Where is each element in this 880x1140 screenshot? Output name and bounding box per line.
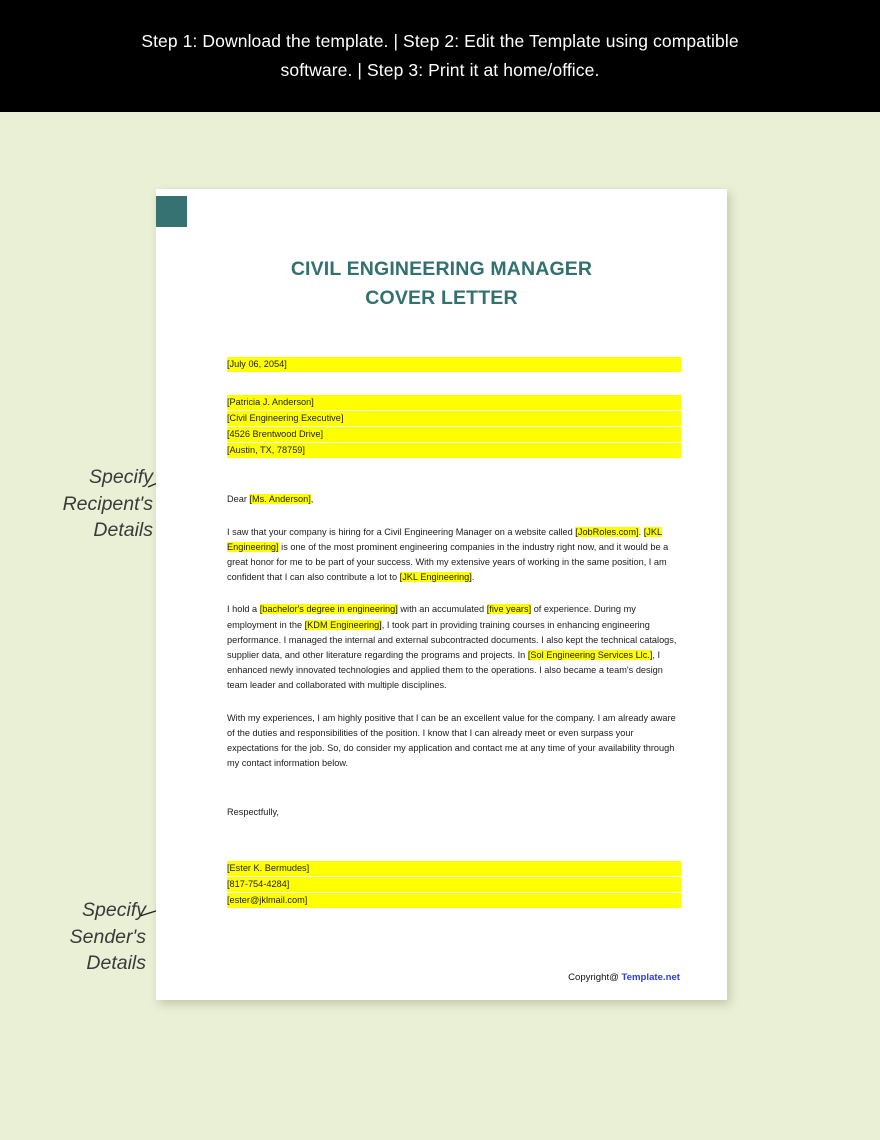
instruction-banner — [0, 0, 880, 112]
paragraph-2-text-b: with an accumulated — [397, 604, 487, 615]
letter-paragraph-1 — [227, 525, 681, 586]
letter-date: [July 06, 2054] — [227, 357, 681, 372]
paragraph-2-highlight-employer-1: [KDM Engineering] — [304, 619, 382, 630]
paragraph-1-highlight-company-2: [JKL Engineering] — [399, 572, 472, 583]
paragraph-2-highlight-experience: [five years] — [486, 604, 532, 615]
salutation-suffix: , — [310, 494, 314, 505]
recipient-name: [Patricia J. Anderson] — [227, 395, 681, 410]
letter-closing: Respectfully, — [227, 807, 279, 818]
salutation-recipient-name: [Ms. Anderson] — [249, 494, 311, 505]
page-footer — [156, 972, 727, 983]
sender-phone: [817-754-4284] — [227, 877, 681, 892]
spacer — [227, 372, 681, 395]
sender-name: [Ester K. Bermudes] — [227, 861, 681, 876]
paragraph-2-highlight-employer-2: [Sol Engineering Services Llc.] — [527, 650, 653, 661]
document-title-line-1: CIVIL ENGINEERING MANAGER — [290, 258, 593, 280]
recipient-city-state-zip: [Austin, TX, 78759] — [227, 443, 681, 458]
spacer — [227, 821, 681, 844]
template-net-link[interactable]: Template.net — [621, 972, 680, 983]
instruction-banner-text: Step 1: Download the template. | Step 2: Edit the Template using compatible software. | Step 3: Print it at home/office. — [141, 31, 739, 80]
spacer — [227, 585, 681, 602]
document-title-line-2: COVER LETTER — [365, 287, 518, 309]
paragraph-1-text-d: . — [471, 572, 475, 583]
spacer — [227, 694, 681, 711]
spacer — [227, 458, 681, 481]
letter-paragraph-2 — [227, 602, 681, 693]
paragraph-2-text-d: , I took part in providing training courses in enhancing engineering performance. I managed the internal and external subcontracted documents. I also kept the technical catalogs, supplier data, and other literature regarding the programs and projects. In — [227, 619, 677, 661]
annotation-recipient-label: Specify Recipent's Details — [62, 466, 153, 541]
paragraph-1-highlight-company-1: [JKL Engineering] — [227, 526, 663, 552]
logo-square-icon — [156, 196, 187, 227]
spacer — [227, 794, 681, 805]
recipient-street: [4526 Brentwood Drive] — [227, 427, 681, 442]
paragraph-1-text-b: . — [638, 526, 644, 537]
spacer — [227, 508, 681, 525]
letter-paragraph-3: With my experiences, I am highly positive that I can be an excellent value for the company. I am already aware of the duties and responsibilities of the position. I know that I can already meet or even surpass your expectations for the job. So, do consider my application and contact me at any time of your availability through my contact information below. — [227, 712, 676, 769]
paragraph-2-text-c: of experience. During my employment in the — [227, 604, 636, 630]
paragraph-1-text-a: I saw that your company is hiring for a Civil Engineering Manager on a website called — [227, 526, 576, 537]
recipient-address-block — [227, 395, 681, 458]
salutation-prefix: Dear — [227, 494, 250, 505]
paragraph-1-highlight-jobroles: [JobRoles.com] — [575, 526, 639, 537]
annotation-sender-label: Specify Sender's Details — [69, 899, 146, 974]
document-title — [156, 255, 727, 313]
spacer — [227, 481, 681, 492]
document-page — [156, 189, 727, 1000]
spacer — [227, 771, 681, 794]
paragraph-1-text-c: is one of the most prominent engineering companies in the industry right now, and it would be a great honor for me to be part of your success. With my extensive years of working in the same position, I am confident that I can also contribute a lot to — [227, 541, 669, 583]
sender-signature-block — [227, 861, 681, 908]
recipient-job-title: [Civil Engineering Executive] — [227, 411, 681, 426]
copyright-text: Copyright@ — [568, 972, 622, 983]
sender-email: [ester@jklmail.com] — [227, 893, 681, 908]
spacer — [227, 844, 681, 861]
paragraph-2-text-a: I hold a — [227, 604, 260, 615]
paragraph-2-highlight-degree: [bachelor's degree in engineering] — [259, 604, 398, 615]
letter-salutation — [227, 492, 681, 507]
letter-body — [227, 357, 681, 908]
paragraph-2-text-e: , I enhanced newly innovated technologies and applied them to the operations. I also became a team's design team leader and collaborated with multiple disciplines. — [227, 650, 663, 691]
letter-date-block — [227, 357, 681, 372]
